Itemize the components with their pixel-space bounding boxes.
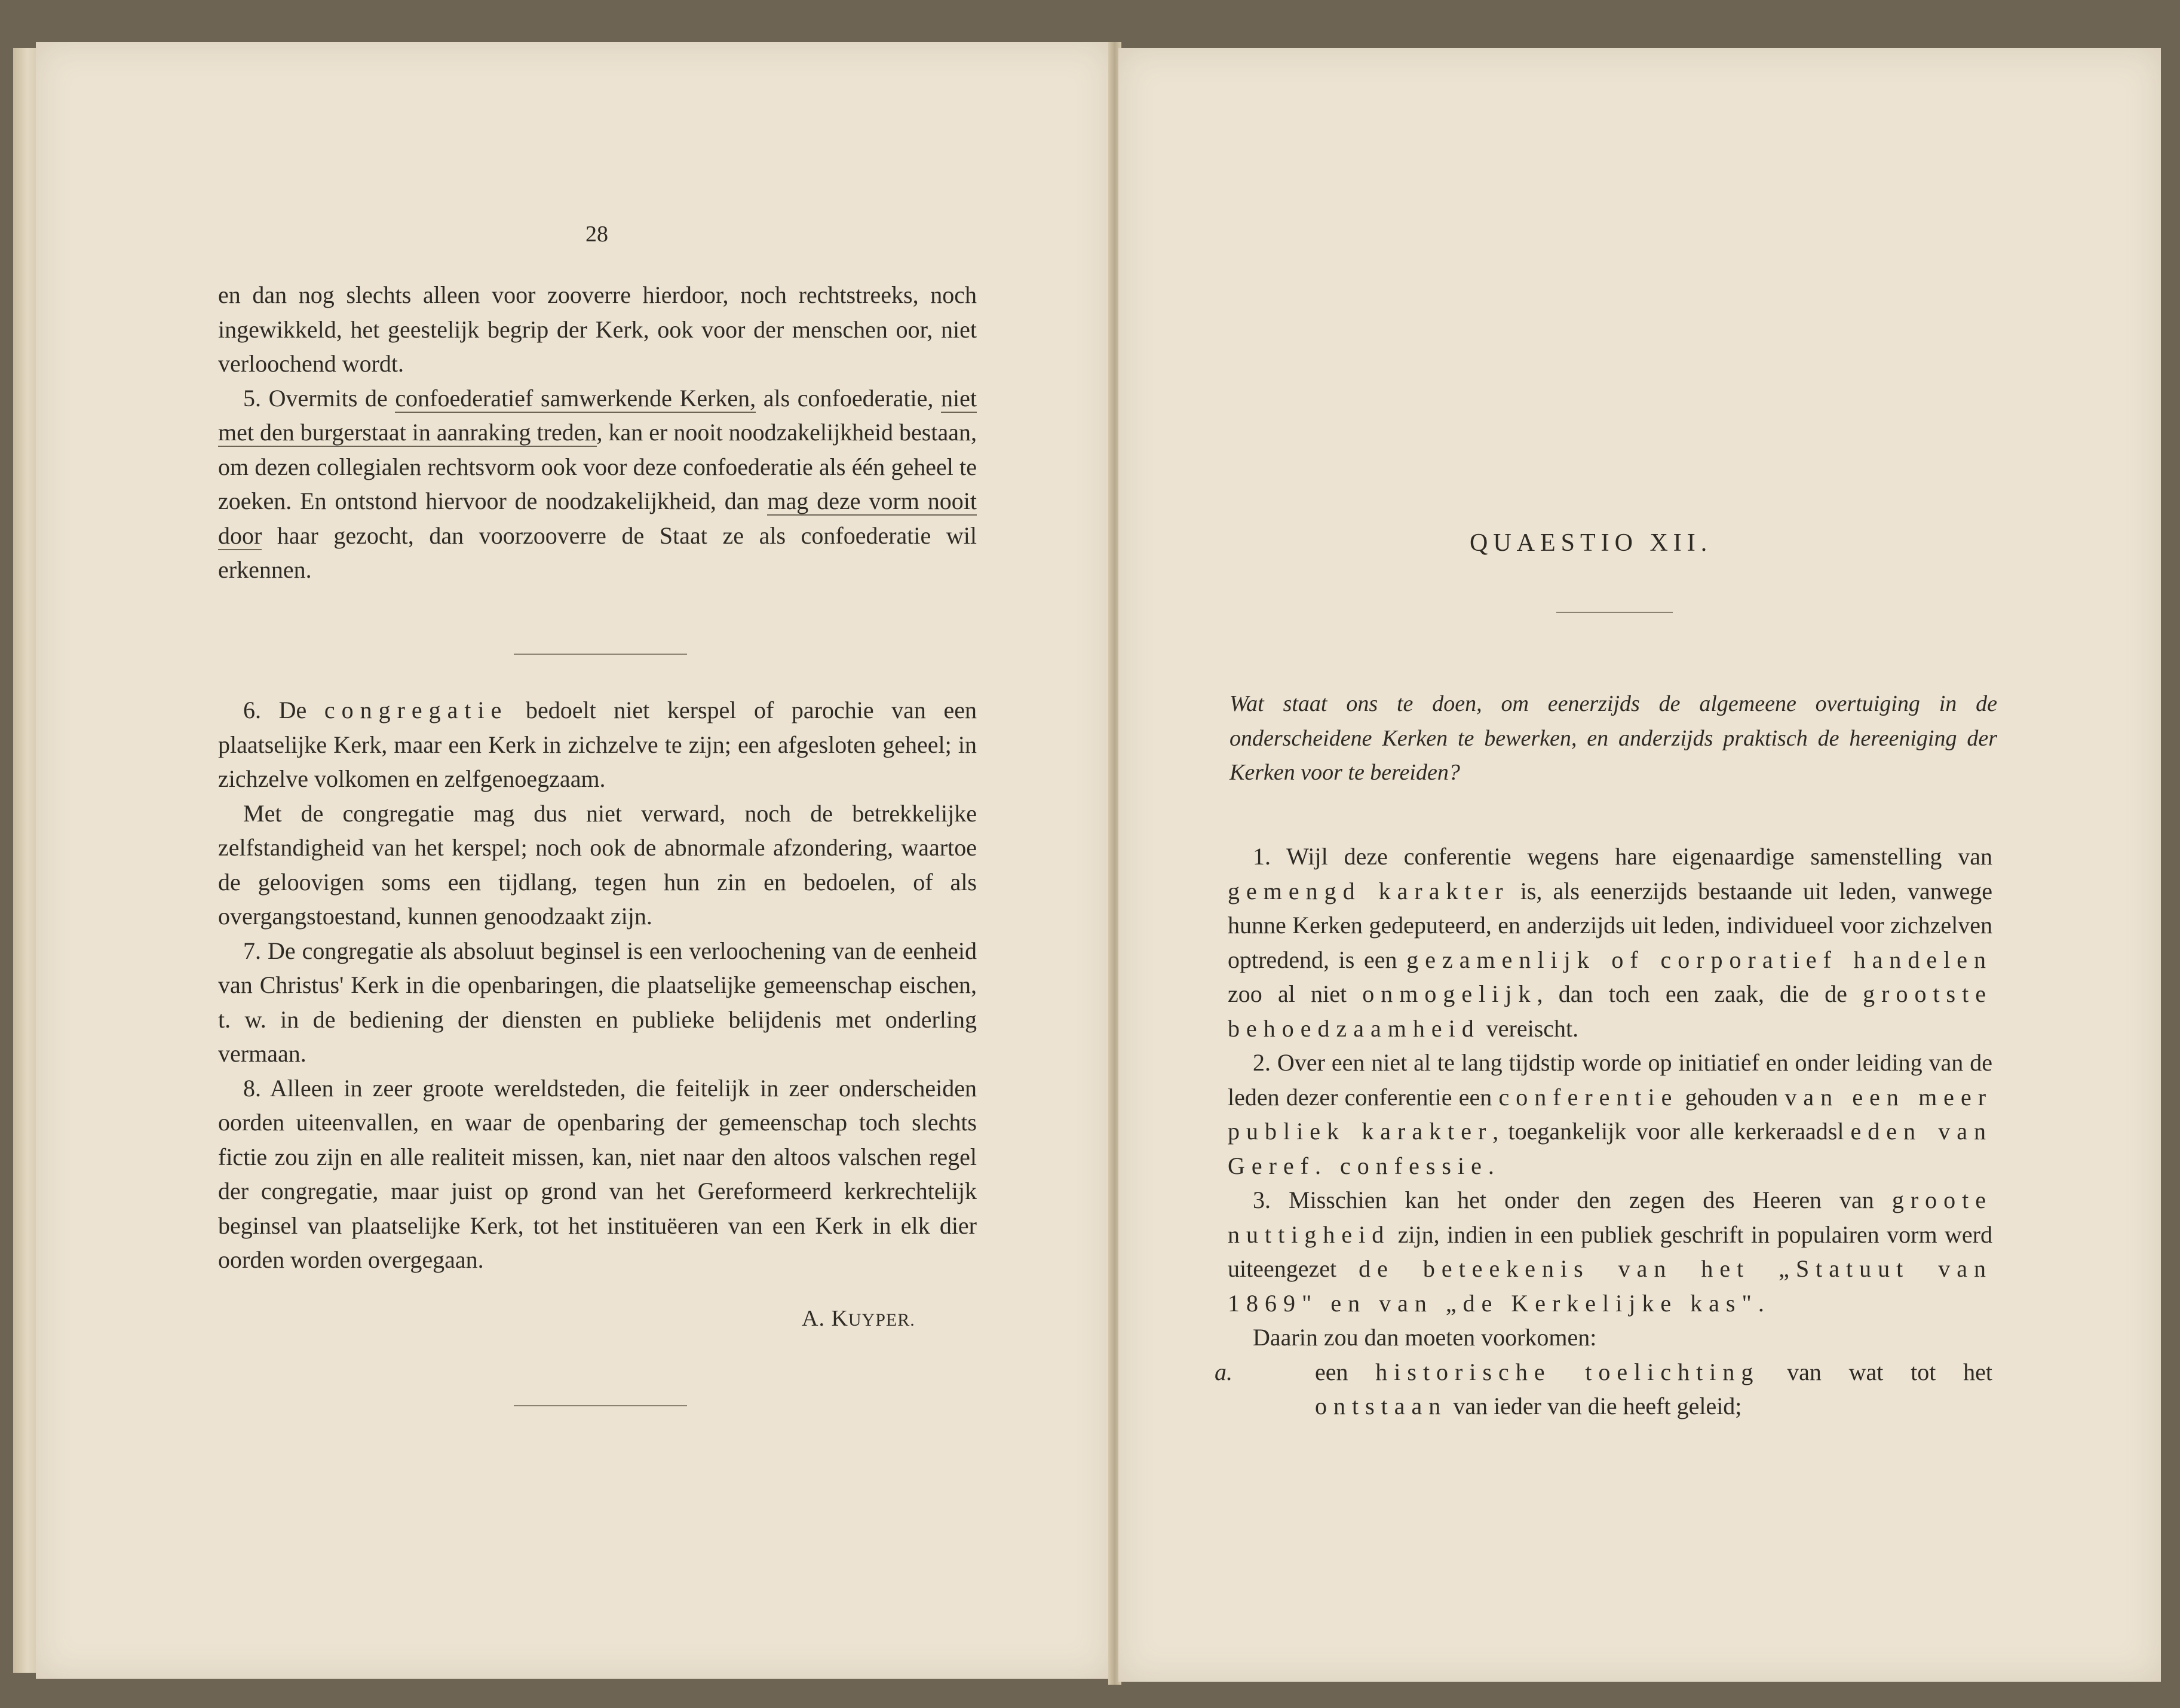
- spaced-term: historische toelichting: [1375, 1358, 1760, 1385]
- spaced-term: de beteekenis van het „Statuut van 1869" en van „de Kerkelijke kas": [1228, 1255, 1993, 1317]
- left-text-block-top: [218, 278, 977, 587]
- page-number: 28: [585, 222, 608, 247]
- paragraph-7: 7. De congregatie als absoluut beginsel is een verloochening van de eenheid van Christus' Kerk in die openbaringen, die plaatselijke gemeenschap eischen, t. w. in de bediening der diensten en publieke belijdenis met onderling vermaan.: [218, 937, 977, 1067]
- author-signature: A. KUYPER.: [802, 1306, 915, 1331]
- list-item-a: a. een historische toelichting van wat tot het ontstaan van ieder van die heeft geleid;: [1228, 1355, 1992, 1424]
- spaced-term: gezamenlijk of corporatief handelen: [1406, 946, 1992, 973]
- paragraph-6: 6. De congregatie bedoelt niet kerspel of parochie van een plaatselijke Kerk, maar een Kerk in zichzelve te zijn; een afgesloten geheel; in zichzelve volkomen en zelfgenoegzaam.: [218, 697, 977, 792]
- list-intro: Daarin zou dan moeten voorkomen:: [1253, 1324, 1597, 1351]
- heading-divider: [1556, 612, 1673, 613]
- end-divider: [514, 1405, 687, 1406]
- spaced-term: grootste behoedzaamheid: [1228, 980, 1992, 1042]
- spaced-term: congregatie: [324, 697, 508, 723]
- right-text-block: [1215, 839, 1993, 1424]
- spaced-term: leden van Geref. confessie: [1228, 1118, 1993, 1179]
- underlined-phrase: confoederatief samwerkende Kerken,: [395, 384, 756, 412]
- section-heading: QUAESTIO XII.: [1470, 529, 1713, 557]
- item-1: 1. Wijl deze conferentie wegens hare eigenaardige samenstelling van gemengd karakter is, als eenerzijds bestaande uit leden, vanwege hunne Kerken gedeputeerd, en anderzijds uit leden, individueel voor zichzelven optredend, is een gezamenlijk of corporatief handelen zoo al niet onmogelijk, dan toch een zaak, die de grootste behoedzaamheid vereischt.: [1228, 843, 1993, 1042]
- item-3: 3. Misschien kan het onder den zegen des Heeren van groote nuttigheid zijn, indien in een publiek geschrift in populairen vorm werd uiteengezet de beteekenis van het „Statuut van 1869" en van „de Kerkelijke kas".: [1228, 1186, 1993, 1317]
- spaced-term: ontstaan: [1315, 1393, 1448, 1419]
- spaced-term: gemengd karakter: [1228, 877, 1510, 904]
- underlined-phrase: niet met den burgerstaat in aanraking treden: [218, 384, 977, 446]
- paragraph-6-continued: Met de congregatie mag dus niet verward, noch de betrekkelijke zelfstandigheid van het kerspel; noch ook de abnormale afzondering, waartoe de geloovigen soms een tijdlang, tegen hun zin en bedoelen, of als overgangstoestand, kunnen genoodzaakt zijn.: [218, 799, 977, 930]
- spaced-term: van een meer publiek karakter: [1228, 1083, 1993, 1145]
- item-2: 2. Over een niet al te lang tijdstip worde op initiatief en onder leiding van de leden dezer conferentie een conferentie gehouden van een meer publiek karakter, toegankelijk voor alle kerkeraadsleden van Geref. confessie.: [1228, 1049, 1993, 1179]
- question-text: Wat staat ons te doen, om eenerzijds de algemeene overtuiging in de onderscheidene Kerken te bewerken, en anderzijds praktisch de hereeniging der Kerken voor te bereiden?: [1229, 691, 1997, 785]
- spaced-term: onmogelijk: [1362, 980, 1537, 1007]
- spaced-term: conferentie: [1498, 1083, 1679, 1111]
- paragraph-continued: en dan nog slechts alleen voor zooverre hierdoor, noch rechtstreeks, noch ingewikkeld, het geestelijk begrip der Kerk, ook voor der menschen oor, niet verloochend wordt.: [218, 281, 977, 377]
- left-text-block-bottom: [218, 693, 977, 1277]
- paragraph-8: 8. Alleen in zeer groote wereldsteden, die feitelijk in zeer onderscheiden oorden uiteenvallen, en waar de openbaring der gemeenschap toch slechts fictie zou zijn en alle realiteit missen, kan, niet naar den altoos valschen regel der congregatie, maar juist op grond van het Gereformeerd kerkrechtelijk beginsel van plaatselijke Kerk, tot het instituëeren van een Kerk in elk dier oorden worden overgegaan.: [218, 1074, 977, 1273]
- underlined-phrase: mag deze vorm nooit door: [218, 487, 977, 549]
- page-edges: [13, 48, 37, 1673]
- spaced-term: groote nuttigheid: [1228, 1186, 1992, 1248]
- section-divider: [514, 654, 687, 655]
- list-label: a.: [1215, 1358, 1232, 1385]
- paragraph-5: 5. Overmits de confoederatief samwerkende Kerken, als confoederatie, niet met den burgerstaat in aanraking treden, kan er nooit noodzakelijkheid bestaan, om dezen collegialen rechtsvorm ook voor deze confoederatie als één geheel te zoeken. En ontstond hiervoor de noodzakelijkheid, dan mag deze vorm nooit door haar gezocht, dan voorzooverre de Staat ze als confoederatie wil erkennen.: [218, 384, 977, 583]
